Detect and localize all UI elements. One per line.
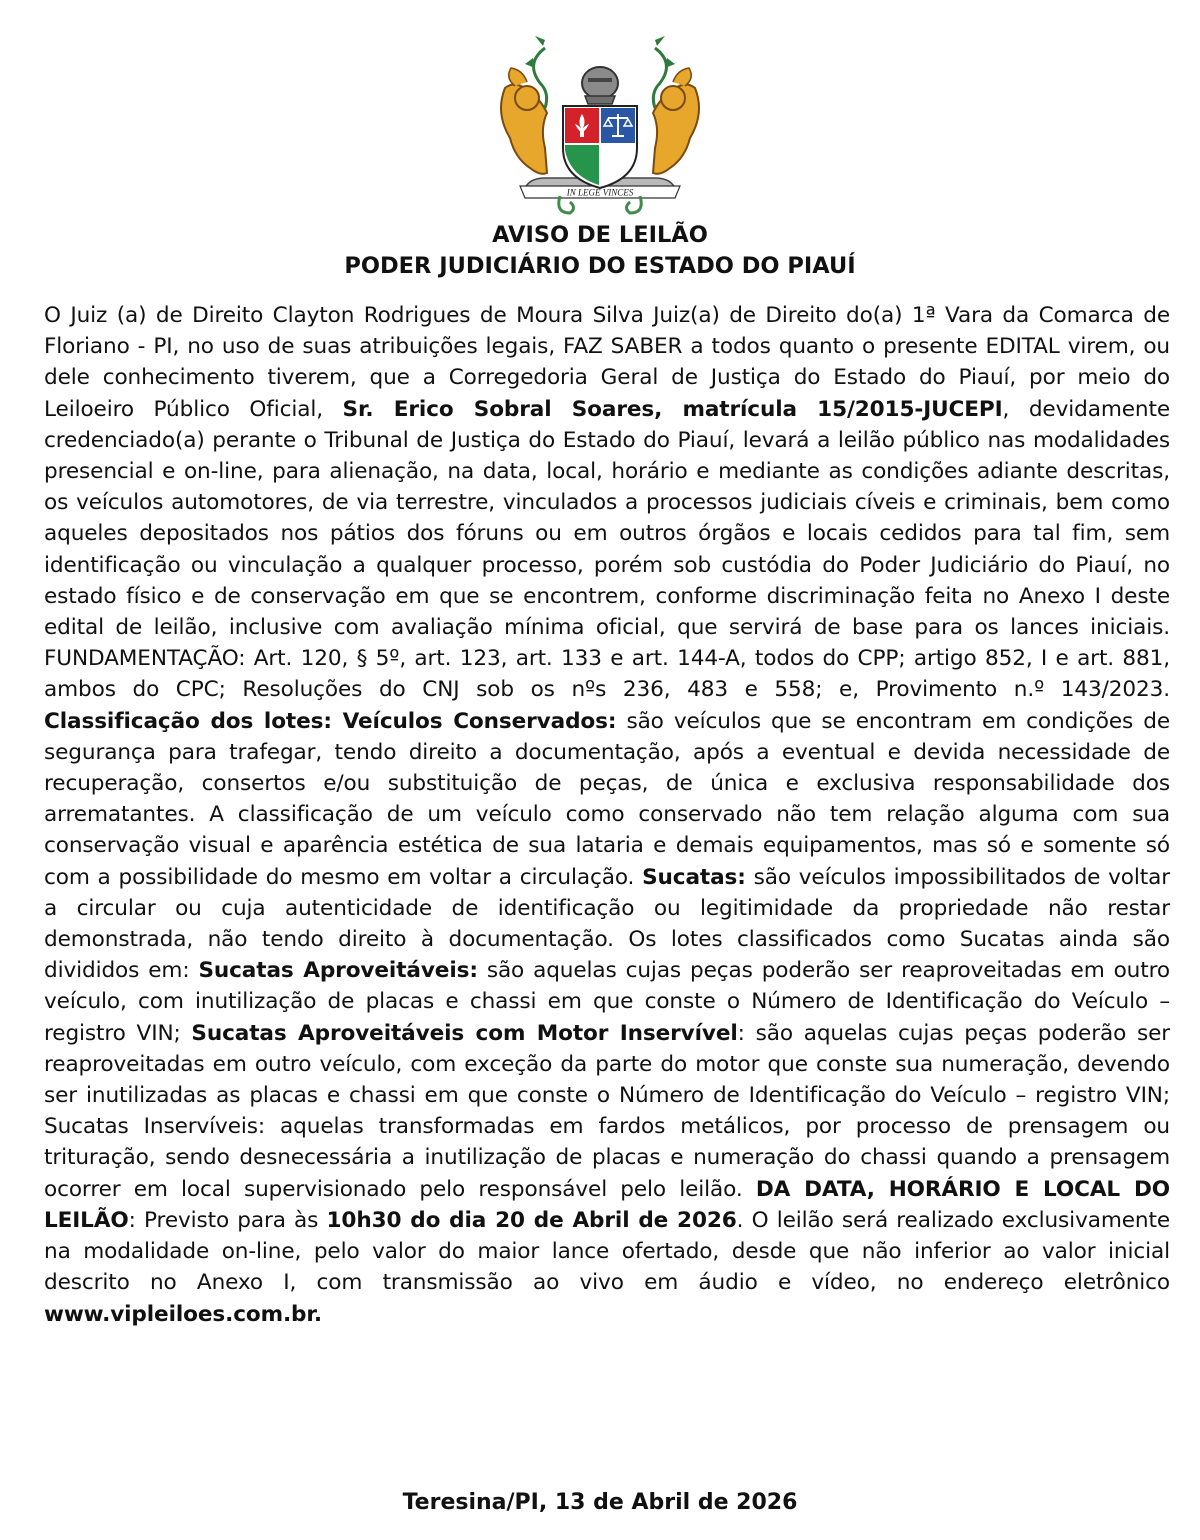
place-date-signature: Teresina/PI, 13 de Abril de 2026 — [402, 1490, 798, 1515]
date-location-heading: DA DATA, HORÁRIO E LOCAL DO LEILÃO — [44, 1176, 1170, 1233]
notice-headings — [0, 220, 1200, 282]
crest-motto: IN LEGE VINCES — [566, 187, 634, 198]
scrap-heading: Sucatas: — [642, 864, 746, 890]
body-intro: O Juiz (a) de Direito Clayton Rodrigues de Moura Silva Juiz(a) de Direito do(a) 1ª Vara da Comarca de Floriano - PI, no uso de suas atribuições legais, FAZ SABER a todos quanto o presente EDITAL virem, ou dele conhecimento tiverem, que a Corregedoria Geral de Justiça do Estado do Piauí, por meio do Leiloeiro Público Oficial, — [44, 303, 1170, 422]
auction-datetime: 10h30 do dia 20 de Abril de 2026 — [326, 1207, 737, 1233]
body-conserved-vehicles: são veículos que se encontram em condições de segurança para trafegar, tendo direito a documentação, após a eventual e devida necessidade de recuperação, consertos e/ou substituição de peças, de única e exclusiva responsabilidade dos arrematantes. A classificação de um veículo como conservado não tem relação alguma com sua conservação visual e aparência estética de sua lataria e demais equipamentos, mas só e somente só com a possibilidade do mesmo em voltar a circulação. — [44, 708, 1170, 890]
usable-scrap-heading: Sucatas Aproveitáveis: — [198, 958, 478, 984]
notice-subtitle: PODER JUDICIÁRIO DO ESTADO DO PIAUÍ — [344, 253, 856, 279]
usable-scrap-motor-heading: Sucatas Aproveitáveis com Motor Inservível — [191, 1020, 738, 1046]
body-conditions: , devidamente credenciado(a) perante o Tribunal de Justiça do Estado do Piauí, levará a leilão público nas modalidades presencial e on-line, para alienação, na data, local, horário e mediante as condições adiante descritas, os veículos automotores, de via terrestre, vinculados a processos judiciais cíveis e criminais, bem como aqueles depositados nos pátios dos fóruns ou em outros órgãos e locais cedidos para tal fim, sem identificação ou vinculação a qualquer processo, porém sob custódia do Poder Judiciário do Piauí, no estado físico e de conservação em que se encontrem, conforme discriminação feita no Anexo I deste edital de leilão, inclusive com avaliação mínima oficial, que servirá de base para os lances iniciais. FUNDAMENTAÇÃO: Art. 120, § 5º, art. 123, art. 133 e art. 144-A, todos do CPP; artigo 852, I e art. 881, ambos do CPC; Resoluções do CNJ sob os nºs 236, 483 e 558; e, Provimento n.º 143/2023. — [44, 396, 1170, 703]
body-scheduled-for: : Previsto para às — [128, 1207, 327, 1233]
body-usable-scrap: são aquelas cujas peças poderão ser reaproveitadas em outro veículo, com inutilização de placas e chassi em que conste o Número de Identificação do Veículo – registro VIN; — [44, 958, 1170, 1046]
notice-title: AVISO DE LEILÃO — [492, 222, 708, 248]
body-usable-scrap-motor: : são aquelas cujas peças poderão ser reaproveitadas em outro veículo, com exceção da parte do motor que conste sua numeração, devendo ser inutilizadas as placas e chassi em que conste o Número de Identificação do Veículo – registro VIN; Sucatas Inservíveis: aquelas transformadas em fardos metálicos, por processo de prensagem ou trituração, sendo desnecessária a inutilização de placas e numeração do chassi quando a prensagem ocorrer em local supervisionado pelo responsável pelo leilão. — [44, 1020, 1170, 1202]
notice-body — [44, 300, 1170, 1330]
body-scrap: são veículos impossibilitados de voltar a circular ou cuja autenticidade de identificação ou legitimidade da propriedade não restar demonstrada, não tendo direito à documentação. Os lotes classificados como Sucatas ainda são divididos em: — [44, 864, 1170, 984]
auction-website: www.vipleiloes.com.br. — [44, 1301, 322, 1327]
auctioneer-name: Sr. Erico Sobral Soares, matrícula 15/2015-JUCEPI — [342, 396, 1003, 422]
classification-heading: Classificação dos lotes: Veículos Conservados: — [44, 708, 617, 734]
body-online-modality: . O leilão será realizado exclusivamente na modalidade on-line, pelo valor do maior lance ofertado, desde que não inferior ao valor inicial descrito no Anexo I, com transmissão ao vivo em áudio e vídeo, no endereço eletrônico — [44, 1207, 1170, 1296]
coat-of-arms-icon — [485, 18, 715, 218]
